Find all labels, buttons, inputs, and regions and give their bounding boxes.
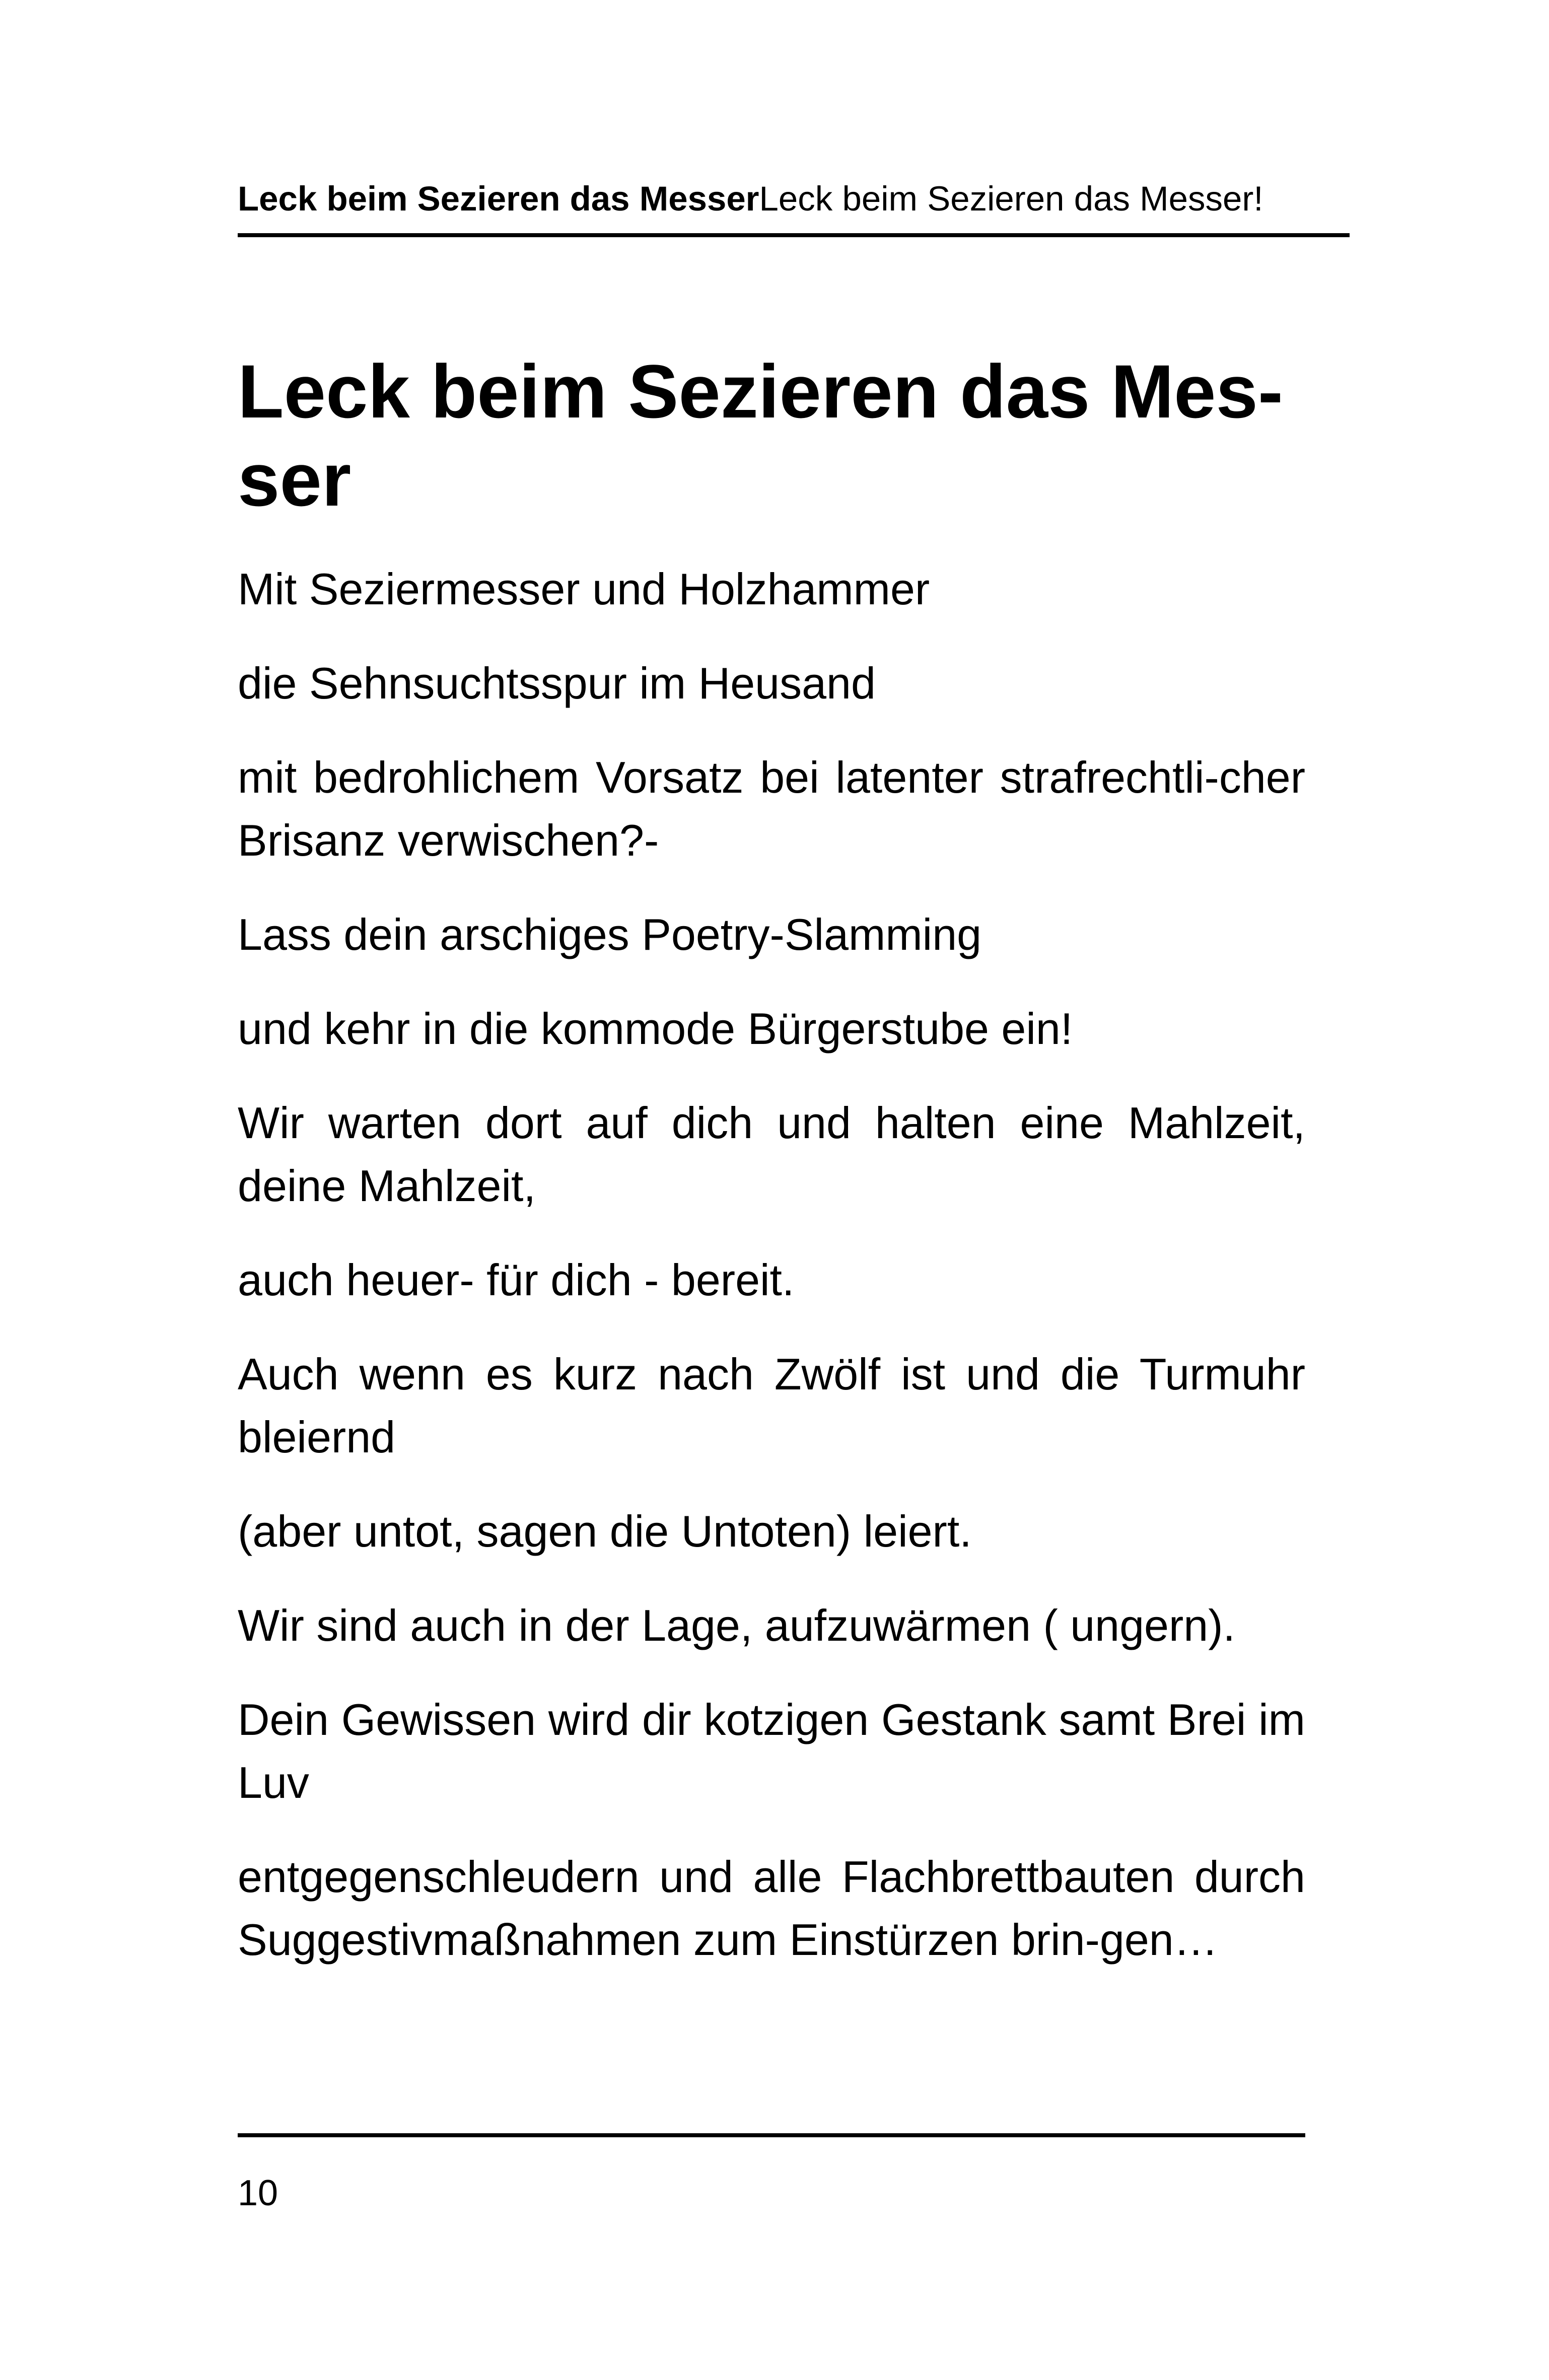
poem-paragraph: mit bedrohlichem Vorsatz bei latenter strafrechtli-​cher Brisanz verwischen?- bbox=[238, 752, 1305, 865]
poem-paragraph: Lass dein arschiges Poetry-Slamming bbox=[238, 909, 982, 959]
poem-paragraph: Wir sind auch in der Lage, aufzuwärmen ( ungern). bbox=[238, 1600, 1235, 1650]
poem-paragraph: Dein Gewissen wird dir kotzigen Gestank samt Brei im Luv bbox=[238, 1695, 1305, 1807]
poem-paragraph: entgegenschleudern und alle Flachbrettbauten durch Suggestivmaßnahmen zum Einstürzen brin-​gen… bbox=[238, 1852, 1305, 1965]
poem-paragraph: auch heuer- für dich - bereit. bbox=[238, 1255, 795, 1305]
chapter-title-text: Leck beim Sezieren das Mes- ser bbox=[238, 349, 1283, 522]
poem-body bbox=[238, 557, 1305, 2002]
running-header-title: Leck beim Sezieren das Messer! bbox=[759, 179, 1263, 218]
running-header-bold-title: Leck beim Sezieren das Messer bbox=[238, 179, 759, 218]
poem-paragraph: Wir warten dort auf dich und halten eine Mahlzeit, deine Mahlzeit, bbox=[238, 1098, 1305, 1211]
chapter-title bbox=[238, 347, 1305, 524]
page-number: 10 bbox=[238, 2173, 278, 2213]
poem-paragraph: (aber untot, sagen die Untoten) leiert. bbox=[238, 1506, 972, 1556]
poem-paragraph: Auch wenn es kurz nach Zwölf ist und die Turmuhr bleiernd bbox=[238, 1349, 1305, 1462]
footer-rule bbox=[238, 2133, 1305, 2137]
poem-paragraph: und kehr in die kommode Bürgerstube ein! bbox=[238, 1004, 1073, 1054]
header-rule bbox=[238, 233, 1350, 237]
poem-paragraph: Mit Seziermesser und Holzhammer bbox=[238, 564, 930, 614]
poem-paragraph: die Sehnsuchtsspur im Heusand bbox=[238, 658, 876, 708]
running-header bbox=[238, 176, 1350, 222]
